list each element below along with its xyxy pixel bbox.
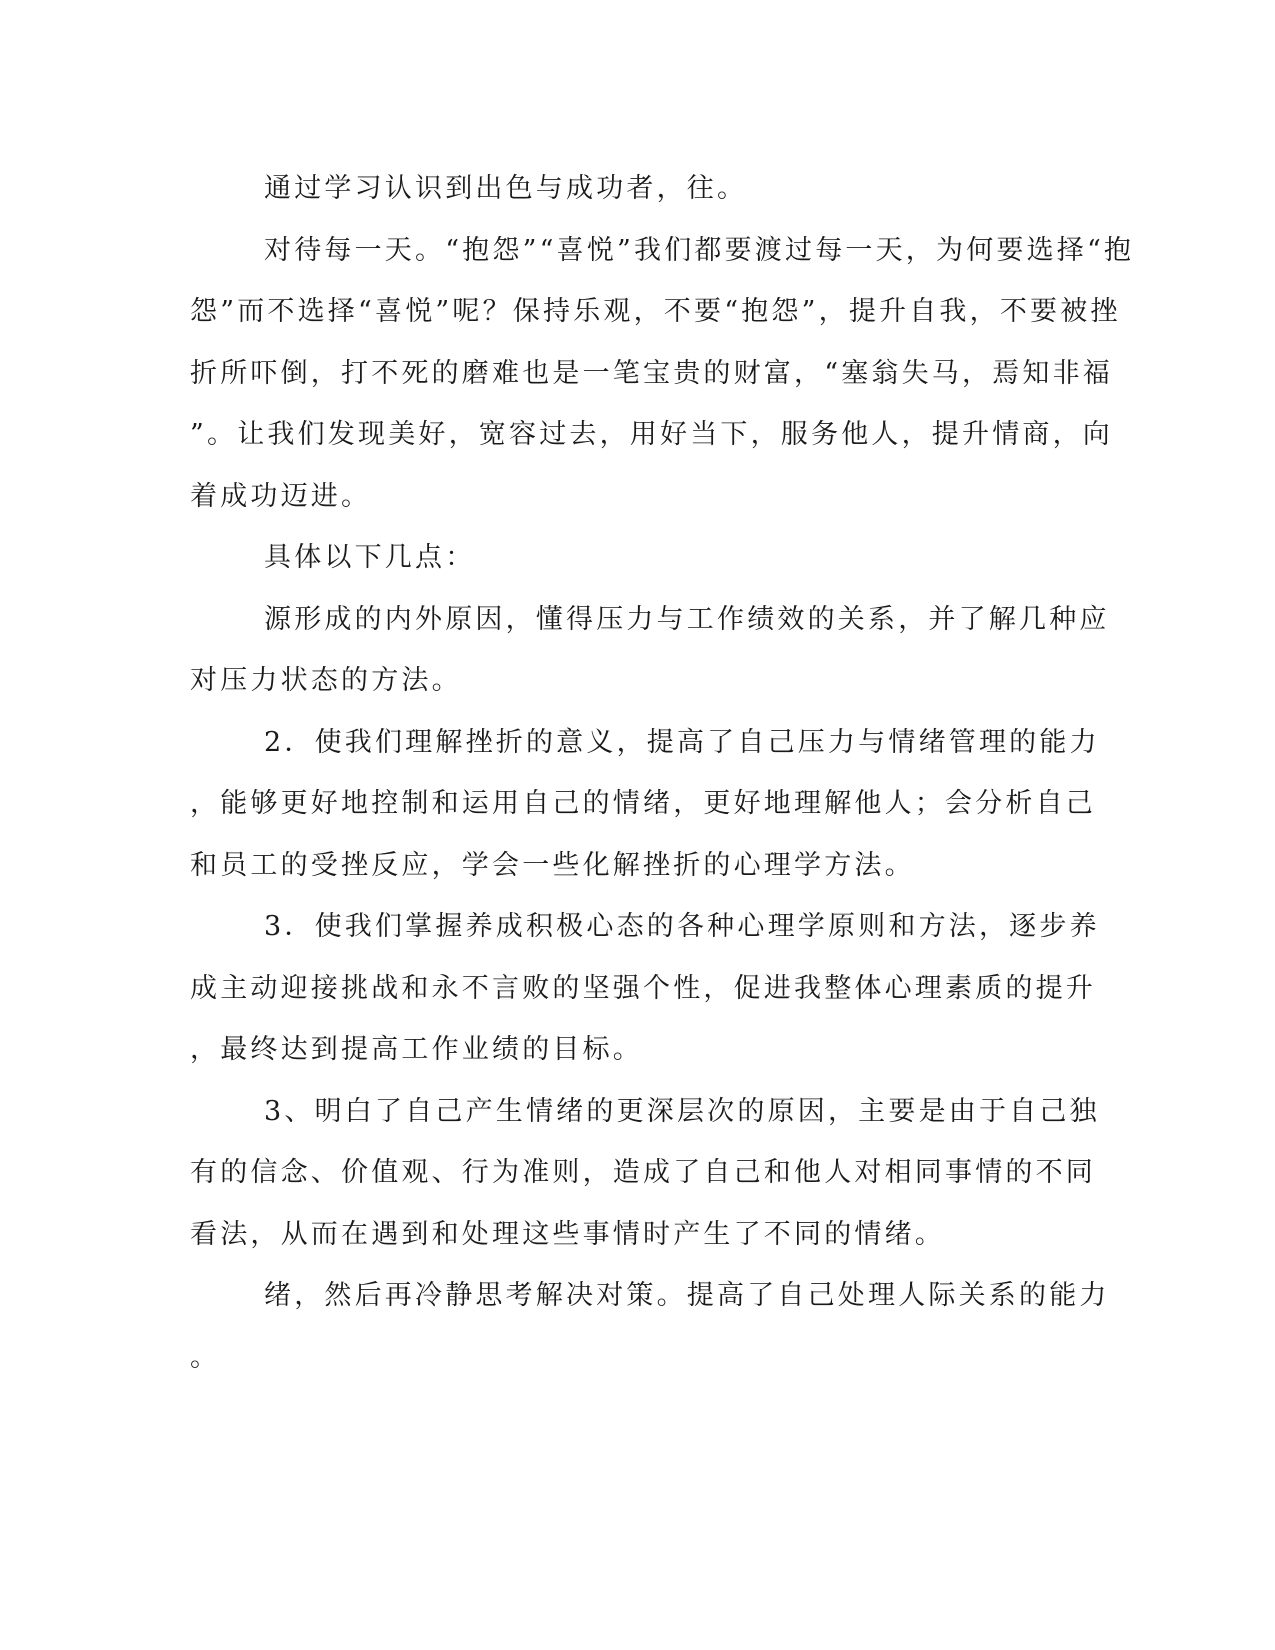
text-line: 看法，从而在遇到和处理这些事情时产生了不同的情绪。 bbox=[190, 1218, 945, 1250]
text-line: 折所吓倒，打不死的磨难也是一笔宝贵的财富，“塞翁失马，焉知非福 bbox=[190, 357, 1114, 389]
text-line: 有的信念、价值观、行为准则，造成了自己和他人对相同事情的不同 bbox=[190, 1157, 1096, 1188]
text-line: 绪，然后再冷静思考解决对策。提高了自己处理人际关系的能力 bbox=[264, 1280, 1110, 1311]
text-line: ，最终达到提高工作业绩的目标。 bbox=[190, 1034, 643, 1065]
text-line: ，能够更好地控制和运用自己的情绪，更好地理解他人；会分析自己 bbox=[190, 788, 1096, 819]
text-line: 怨”而不选择“喜悦”呢？保持乐观，不要“抱怨”，提升自我，不要被挫 bbox=[190, 296, 1121, 327]
text-line: 3、明白了自己产生情绪的更深层次的原因，主要是由于自己独 bbox=[264, 1095, 1100, 1127]
text-line: ”。让我们发现美好，宽容过去，用好当下，服务他人，提升情商，向 bbox=[190, 419, 1114, 450]
text-line: 2．使我们理解挫折的意义，提高了自己压力与情绪管理的能力 bbox=[264, 726, 1100, 758]
text-line: 。 bbox=[190, 1341, 221, 1373]
text-line: 通过学习认识到出色与成功者，往。 bbox=[264, 173, 748, 204]
text-line: 对待每一天。“抱怨”“喜悦”我们都要渡过每一天，为何要选择“抱 bbox=[264, 234, 1135, 266]
text-line: 具体以下几点： bbox=[264, 542, 476, 573]
text-line: 3．使我们掌握养成积极心态的各种心理学原则和方法，逐步养 bbox=[264, 911, 1100, 942]
text-line: 着成功迈进。 bbox=[190, 480, 372, 512]
text-line: 和员工的受挫反应，学会一些化解挫折的心理学方法。 bbox=[190, 849, 915, 881]
text-line: 对压力状态的方法。 bbox=[190, 665, 462, 696]
text-line: 成主动迎接挑战和永不言败的坚强个性，促进我整体心理素质的提升 bbox=[190, 972, 1096, 1004]
body-text bbox=[190, 158, 1135, 1388]
text-line: 源形成的内外原因，懂得压力与工作绩效的关系，并了解几种应 bbox=[264, 603, 1110, 635]
